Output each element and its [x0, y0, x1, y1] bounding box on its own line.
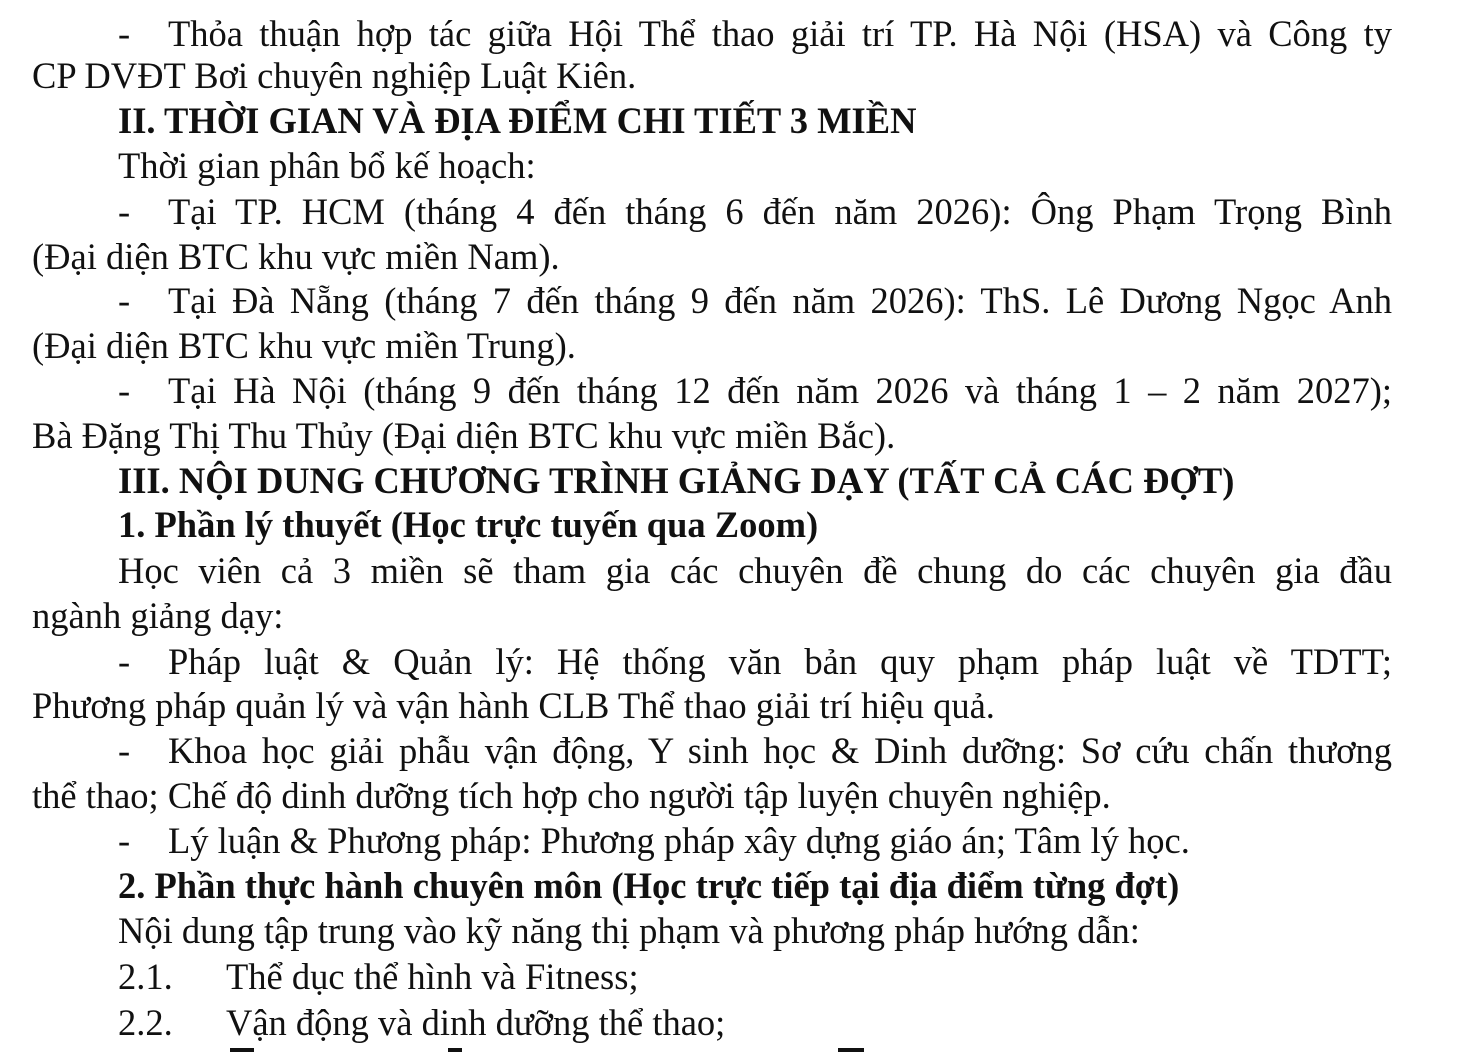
- text-line: Phương pháp quản lý và vận hành CLB Thể thao giải trí hiệu quả.: [32, 685, 995, 726]
- bullet-line: [118, 819, 1392, 863]
- text-line: Nội dung tập trung vào kỹ năng thị phạm và phương pháp hướng dẫn:: [118, 910, 1140, 951]
- bullet-dash: -: [118, 280, 131, 321]
- bullet-line: [118, 279, 1392, 323]
- numbered-item: [118, 955, 1392, 999]
- cut-off-line: [118, 1044, 1392, 1056]
- item-text: Vận động và dinh dưỡng thể thao;: [226, 1002, 726, 1043]
- bullet-line: [118, 640, 1392, 684]
- text-span: Pháp luật & Quản lý: Hệ thống văn bản quy phạm pháp luật về TDTT;: [168, 641, 1392, 682]
- text-line: thể thao; Chế độ dinh dưỡng tích hợp cho người tập luyện chuyên nghiệp.: [32, 775, 1111, 816]
- text-line: (Đại diện BTC khu vực miền Trung).: [32, 325, 576, 366]
- numbered-item: [118, 1001, 1392, 1045]
- text-span: Tại Hà Nội (tháng 9 đến tháng 12 đến năm 2026 và tháng 1 – 2 năm 2027);: [168, 370, 1392, 411]
- section-heading: III. NỘI DUNG CHƯƠNG TRÌNH GIẢNG DẠY (TẤT CẢ CÁC ĐỢT): [118, 460, 1235, 501]
- glyph-fragment: [838, 1048, 864, 1052]
- bullet-dash: -: [118, 370, 131, 411]
- text-line: Học viên cả 3 miền sẽ tham gia các chuyên đề chung do các chuyên gia đầu: [118, 550, 1392, 591]
- subsection-heading: 2. Phần thực hành chuyên môn (Học trực tiếp tại địa điểm từng đợt): [118, 865, 1180, 906]
- text-span: Thỏa thuận hợp tác giữa Hội Thể thao giải trí TP. Hà Nội (HSA) và Công ty: [168, 13, 1392, 54]
- bullet-line: [118, 729, 1392, 773]
- bullet-line: [118, 190, 1392, 234]
- bullet-dash: -: [118, 730, 131, 771]
- text-span: Lý luận & Phương pháp: Phương pháp xây dựng giáo án; Tâm lý học.: [168, 820, 1190, 861]
- text-span: Khoa học giải phẫu vận động, Y sinh học & Dinh dưỡng: Sơ cứu chấn thương: [168, 730, 1392, 771]
- text-line: ngành giảng dạy:: [32, 595, 284, 636]
- text-line: Thời gian phân bổ kế hoạch:: [118, 145, 536, 186]
- text-line: Bà Đặng Thị Thu Thủy (Đại diện BTC khu vực miền Bắc).: [32, 415, 896, 456]
- glyph-fragment: [448, 1048, 462, 1052]
- text-span: Tại TP. HCM (tháng 4 đến tháng 6 đến năm 2026): Ông Phạm Trọng Bình: [168, 191, 1392, 232]
- item-number: 2.2.: [118, 1002, 173, 1043]
- bullet-line: [118, 12, 1392, 56]
- bullet-line: [118, 369, 1392, 413]
- item-text: Thể dục thể hình và Fitness;: [226, 956, 639, 997]
- bullet-dash: -: [118, 13, 131, 54]
- glyph-fragment: [230, 1048, 254, 1052]
- subsection-heading: 1. Phần lý thuyết (Học trực tuyến qua Zoom): [118, 504, 819, 545]
- bullet-dash: -: [118, 820, 131, 861]
- text-line: CP DVĐT Bơi chuyên nghiệp Luật Kiên.: [32, 55, 637, 96]
- text-line: (Đại diện BTC khu vực miền Nam).: [32, 236, 560, 277]
- section-heading: II. THỜI GIAN VÀ ĐỊA ĐIỂM CHI TIẾT 3 MIỀN: [118, 100, 917, 141]
- item-number: 2.1.: [118, 956, 173, 997]
- text-span: Tại Đà Nẵng (tháng 7 đến tháng 9 đến năm 2026): ThS. Lê Dương Ngọc Anh: [168, 280, 1392, 321]
- bullet-dash: -: [118, 641, 131, 682]
- bullet-dash: -: [118, 191, 131, 232]
